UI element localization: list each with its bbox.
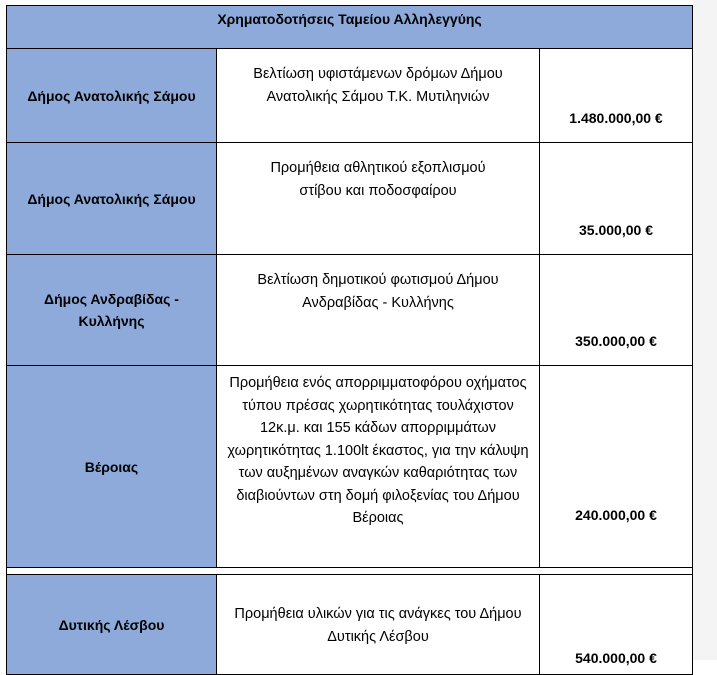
description-cell: Βελτίωση υφιστάμενων δρόμων Δήμου Ανατολικής Σάμου Τ.Κ. Μυτιληνιών [217, 49, 540, 143]
municipality-cell: Δήμος Ανατολικής Σάμου [7, 143, 217, 255]
table-row [7, 49, 693, 143]
funding-table [6, 5, 693, 675]
municipality-cell: Βέροιας [7, 366, 217, 568]
amount-cell: 540.000,00 € [540, 575, 693, 675]
table-title: Χρηματοδοτήσεις Ταμείου Αλληλεγγύης [7, 6, 693, 49]
table-row [7, 255, 693, 366]
municipality-cell: Δήμος Ανδραβίδας - Κυλλήνης [7, 255, 217, 366]
description-cell: Προμήθεια αθλητικού εξοπλισμού στίβου και ποδοσφαίρου [217, 143, 540, 255]
amount-cell: 1.480.000,00 € [540, 49, 693, 143]
amount-cell: 35.000,00 € [540, 143, 693, 255]
description-cell: Προμήθεια ενός απορριμματοφόρου οχήματος τύπου πρέσας χωρητικότητας τουλάχιστον 12κ.μ. και 155 κάδων απορριμμάτων χωρητικότητας 1.100lt έκαστος, για την κάλυψη των αυξημένων αναγκών καθαριότητας των διαβιούντων στη δομή φιλοξενίας του Δήμου Βέροιας [217, 366, 540, 568]
description-cell: Βελτίωση δημοτικού φωτισμού Δήμου Ανδραβίδας - Κυλλήνης [217, 255, 540, 366]
table-row [7, 366, 693, 568]
description-cell: Προμήθεια υλικών για τις ανάγκες του Δήμου Δυτικής Λέσβου [217, 575, 540, 675]
table-row [7, 143, 693, 255]
table-title-row [7, 6, 693, 49]
municipality-cell: Δήμος Ανατολικής Σάμου [7, 49, 217, 143]
municipality-cell: Δυτικής Λέσβου [7, 575, 217, 675]
page-background-strip [693, 0, 717, 660]
amount-cell: 240.000,00 € [540, 366, 693, 568]
table-gap [7, 568, 693, 575]
amount-cell: 350.000,00 € [540, 255, 693, 366]
